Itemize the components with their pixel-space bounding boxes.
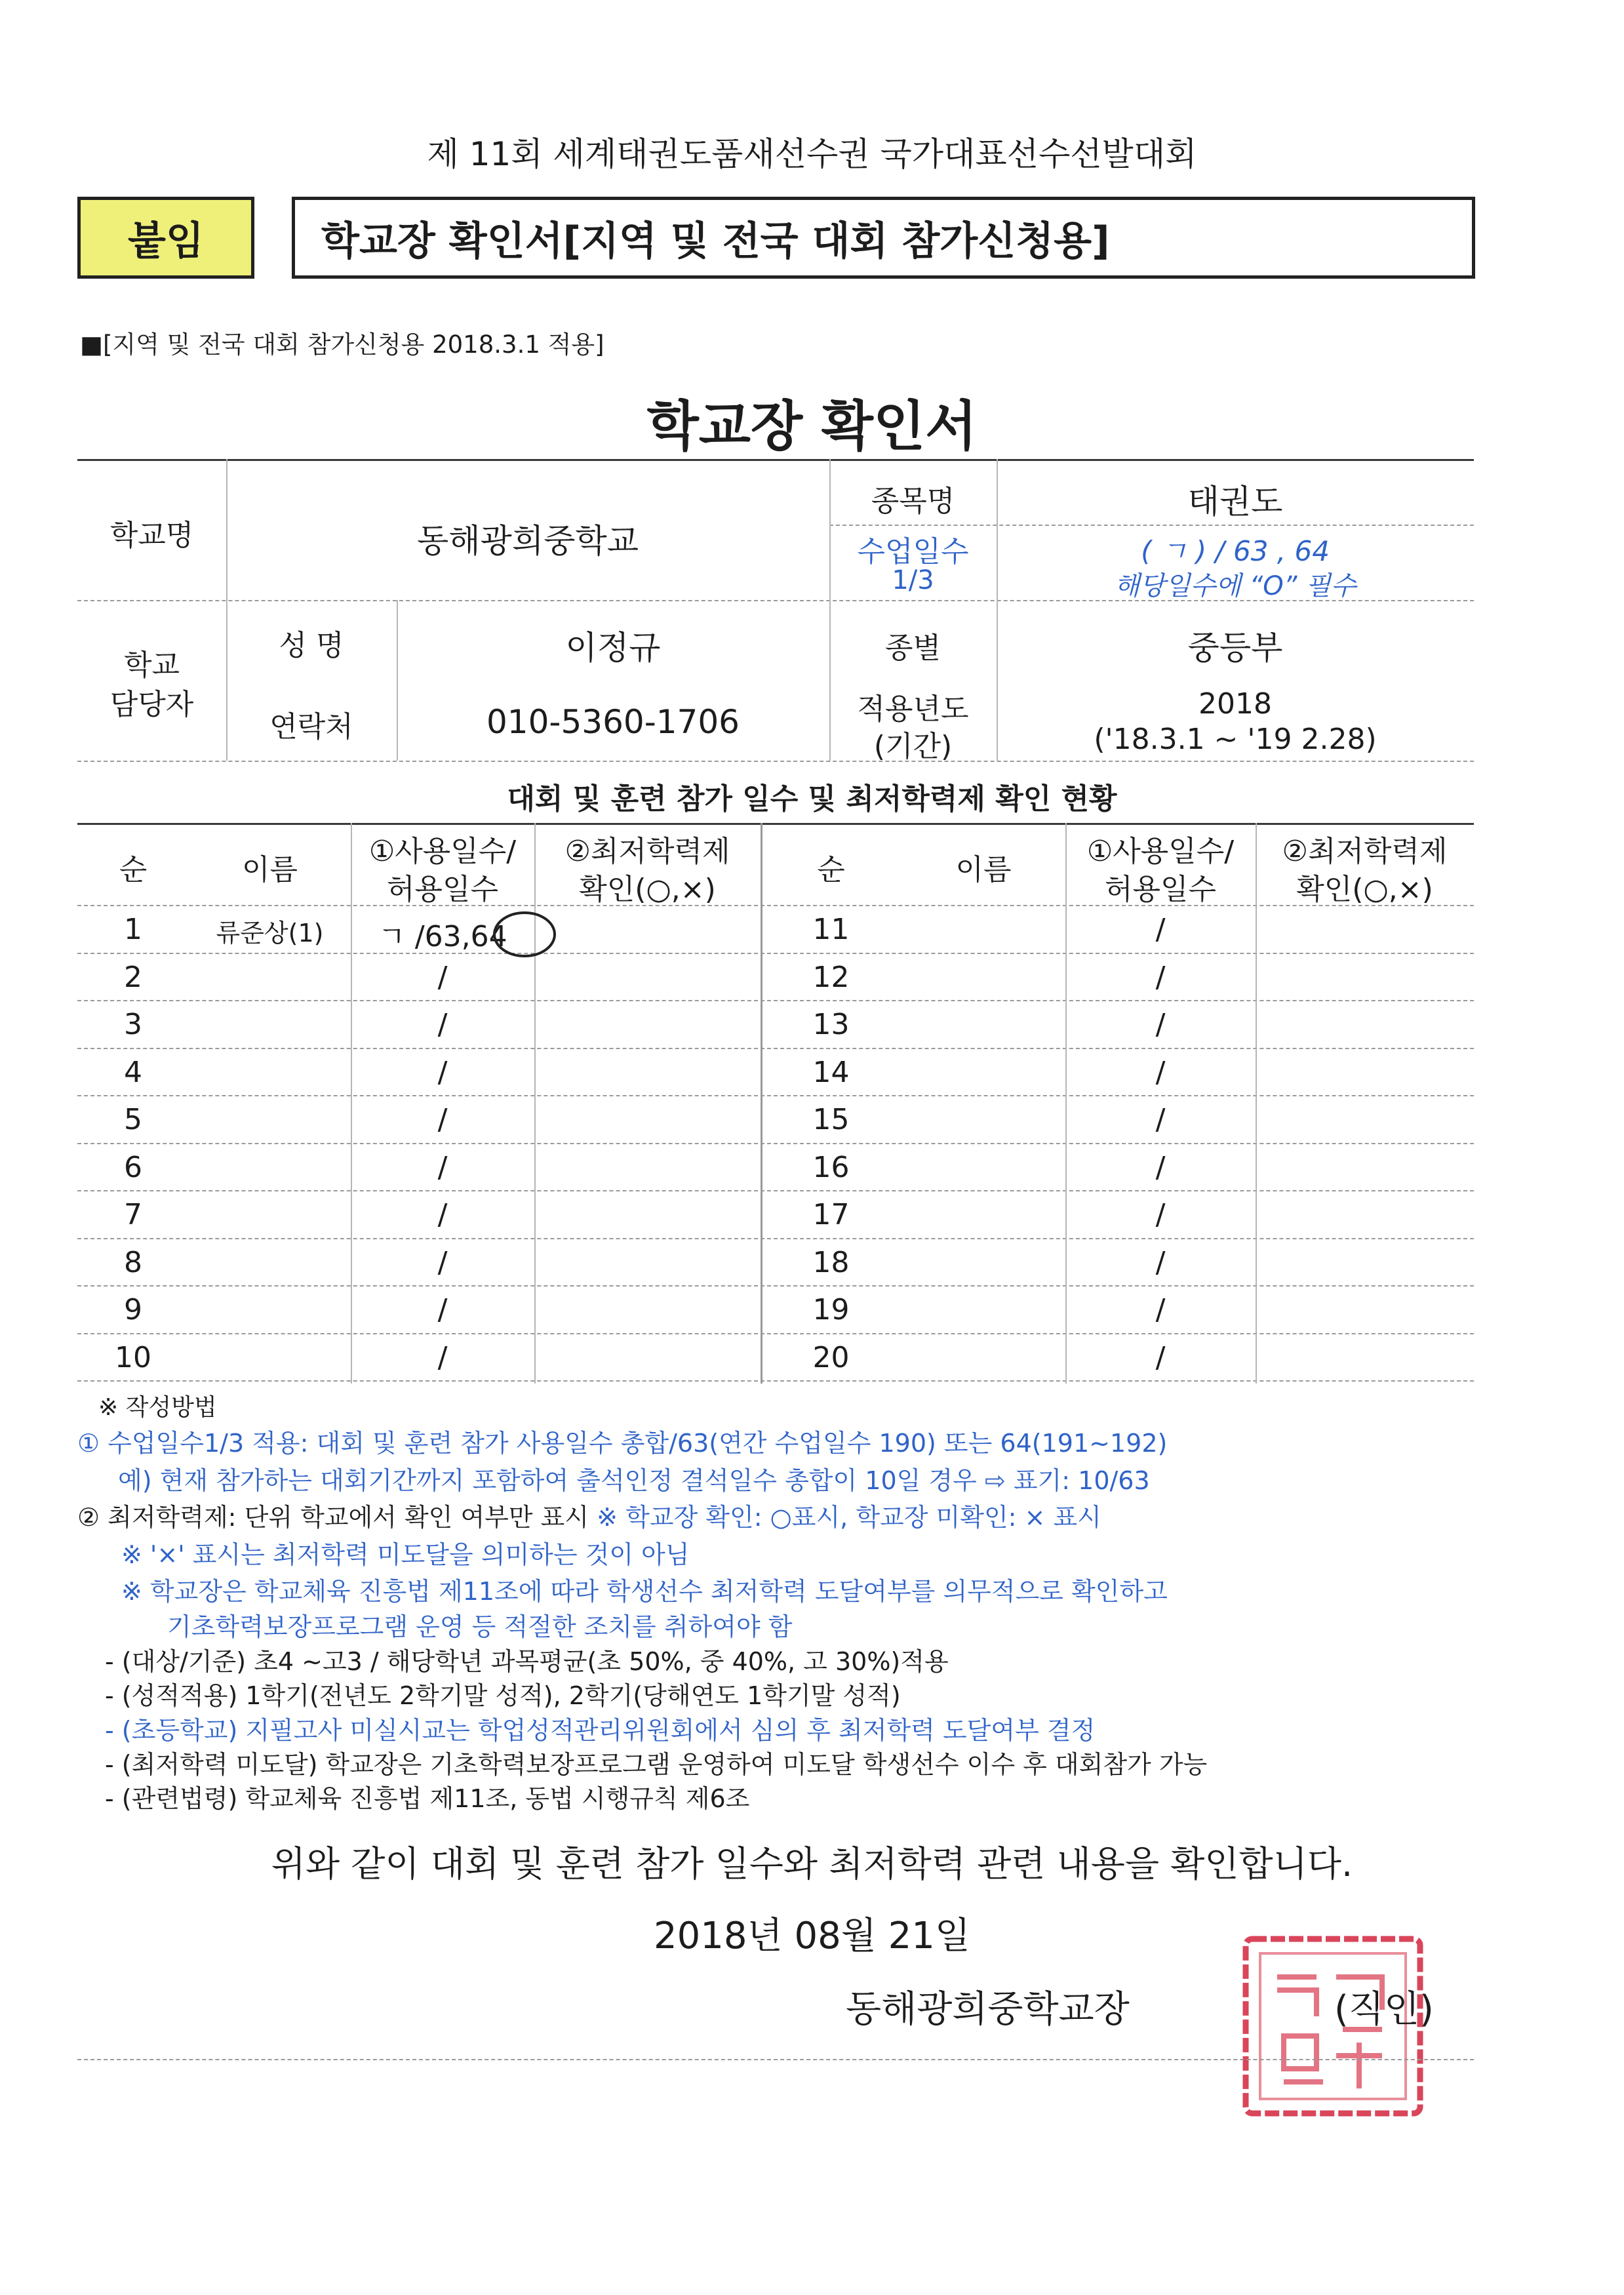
table-cell-no: 15 xyxy=(812,1103,850,1136)
instruction-note-1: ※ '×' 표시는 최저학력 미도달을 의미하는 것이 아님 xyxy=(121,1540,690,1569)
seal-label: (직인) xyxy=(1334,1988,1434,2031)
year-label: 적용년도 xyxy=(857,692,969,726)
instructions-title: ※ 작성방법 xyxy=(98,1394,217,1421)
table-row-divider xyxy=(77,1380,1474,1382)
instruction-bullet-3: - (초등학교) 지필고사 미실시교는 학업성적관리위원회에서 심의 후 최저학력 도달여부 결정 xyxy=(105,1716,1096,1745)
event-label: 종목명 xyxy=(871,485,955,518)
col-header-check: ②최저학력제 xyxy=(564,835,730,868)
table-cell-no: 11 xyxy=(812,913,850,946)
table-row-divider xyxy=(77,1190,1474,1191)
col-header-days-2: 허용일수 xyxy=(1104,873,1216,906)
bottom-rule xyxy=(77,2059,1474,2060)
table-row-divider xyxy=(77,1095,1474,1096)
contact-label: 연락처 xyxy=(269,710,353,744)
year-value: 2018 xyxy=(1198,687,1272,721)
division-label: 종별 xyxy=(884,631,941,665)
staff-name-value: 이정규 xyxy=(565,629,661,667)
table-cell-days: / xyxy=(1155,1340,1166,1374)
class-days-note: 해당일수에 “O” 필수 xyxy=(1114,571,1357,601)
school-name-label: 학교명 xyxy=(109,519,194,552)
info-divider xyxy=(77,761,1474,762)
table-cell-no: 8 xyxy=(124,1245,142,1279)
table-cell-days: / xyxy=(437,1008,448,1041)
class-days-value: ( ㄱ ) / 63 , 64 xyxy=(1141,535,1330,567)
table-cell-no: 3 xyxy=(124,1008,142,1041)
confirm-statement: 위와 같이 대회 및 훈련 참가 일수와 최저학력 관련 내용을 확인합니다. xyxy=(271,1843,1353,1885)
table-cell-days: / xyxy=(437,1340,448,1374)
table-row-divider xyxy=(77,1285,1474,1287)
table-cell-no: 17 xyxy=(812,1198,850,1231)
table-row-divider xyxy=(77,1000,1474,1001)
table-cell-days: / xyxy=(437,1293,448,1327)
instruction-bullet-4: - (최저학력 미도달) 학교장은 기초학력보장프로그램 운영하여 미도달 학생선수 이수 후 대회참가 가능 xyxy=(105,1750,1208,1779)
table-cell-no: 2 xyxy=(124,960,142,994)
contact-value: 010-5360-1706 xyxy=(486,703,740,741)
table-section-title: 대회 및 훈련 참가 일수 및 최저학력제 확인 현황 xyxy=(507,782,1117,816)
table-row-divider xyxy=(77,1048,1474,1049)
table-cell-no: 16 xyxy=(812,1150,850,1184)
table-cell-days: / xyxy=(1155,1245,1166,1279)
table-cell-no: 18 xyxy=(812,1245,850,1279)
document-title: 학교장 확인서 xyxy=(646,395,978,458)
table-cell-days: / xyxy=(1155,1150,1166,1184)
instruction-2 xyxy=(77,1497,1101,1533)
col-header-name: 이름 xyxy=(241,853,298,887)
table-cell-no: 14 xyxy=(812,1055,850,1089)
instruction-1-example: 예) 현재 참가하는 대회기간까지 포함하여 출석인정 결석일수 총합이 10일 경우 ⇨ 표기: 10/63 xyxy=(118,1466,1150,1495)
instruction-2-text: ② 최저학력제: 단위 학교에서 확인 여부만 표시 xyxy=(77,1503,597,1532)
table-cell-no: 19 xyxy=(812,1293,850,1327)
col-header-days: ①사용일수/ xyxy=(368,835,517,868)
table-cell-days: / xyxy=(1155,1103,1166,1136)
instruction-note-2b: 기초학력보장프로그램 운영 등 적절한 조치를 취하여야 함 xyxy=(167,1612,793,1641)
info-divider xyxy=(829,525,1474,526)
col-header-days: ①사용일수/ xyxy=(1086,835,1235,868)
table-cell-name: 류준상(1) xyxy=(216,919,324,948)
staff-name-label: 성 명 xyxy=(279,629,344,662)
table-cell-no: 4 xyxy=(124,1055,142,1089)
signer-name: 동해광희중학교장 xyxy=(846,1988,1130,2031)
division-value: 중등부 xyxy=(1187,629,1283,667)
instruction-2-note: ※ 학교장 확인: ○표시, 학교장 미확인: × 표시 xyxy=(597,1503,1101,1532)
col-header-name: 이름 xyxy=(955,853,1012,887)
table-cell-no: 9 xyxy=(124,1293,142,1327)
instruction-1: ① 수업일수1/3 적용: 대회 및 훈련 참가 사용일수 총합/63(연간 수업일수 190) 또는 64(191~192) xyxy=(77,1429,1168,1458)
staff-label-2: 담당자 xyxy=(109,688,194,721)
table-cell-days: / xyxy=(437,960,448,994)
competition-title: 제 11회 세계태권도품새선수권 국가대표선수선발대회 xyxy=(427,135,1197,173)
table-cell-no: 12 xyxy=(812,960,850,994)
table-cell-no: 20 xyxy=(812,1340,850,1374)
col-header-check: ②최저학력제 xyxy=(1282,835,1448,868)
col-header-no: 순 xyxy=(119,853,148,887)
table-cell-days: / xyxy=(437,1055,448,1089)
year-period: ('18.3.1 ~ '19 2.28) xyxy=(1094,723,1377,756)
issue-date: 2018년 08월 21일 xyxy=(654,1915,970,1957)
table-cell-days: ㄱ /63,64 xyxy=(378,920,507,953)
attachment-tag: 붙임 xyxy=(77,197,254,279)
info-top-rule xyxy=(77,459,1474,461)
col-header-days-2: 허용일수 xyxy=(386,873,498,906)
table-cell-days: / xyxy=(1155,960,1166,994)
table-cell-no: 1 xyxy=(124,913,142,946)
instruction-note-2: ※ 학교장은 학교체육 진흥법 제11조에 따라 학생선수 최저학력 도달여부를 의무적으로 확인하고 xyxy=(121,1577,1168,1606)
table-cell-days: / xyxy=(437,1103,448,1136)
class-days-ratio: 1/3 xyxy=(892,565,934,595)
table-row-divider xyxy=(77,1333,1474,1334)
document-heading: 학교장 확인서[지역 및 전국 대회 참가신청용] xyxy=(292,197,1475,279)
table-row-divider xyxy=(77,1143,1474,1144)
table-cell-no: 6 xyxy=(124,1150,142,1184)
table-cell-days: / xyxy=(437,1150,448,1184)
table-cell-days: / xyxy=(1155,1055,1166,1089)
col-header-check-2: 확인(○,×) xyxy=(1296,873,1433,906)
circle-mark-icon xyxy=(488,908,561,961)
table-cell-days: / xyxy=(1155,1008,1166,1041)
staff-label: 학교 xyxy=(123,649,180,682)
col-header-no: 순 xyxy=(817,853,845,887)
instruction-bullet-1: - (대상/기준) 초4 ~고3 / 해당학년 과목평균(초 50%, 중 40%, 고 30%)적용 xyxy=(105,1647,949,1676)
instruction-bullet-5: - (관련법령) 학교체육 진흥법 제11조, 동법 시행규칙 제6조 xyxy=(105,1784,750,1813)
table-cell-days: / xyxy=(1155,1293,1166,1327)
event-value: 태권도 xyxy=(1187,483,1283,521)
table-cell-days: / xyxy=(437,1245,448,1279)
school-name-value: 동해광희중학교 xyxy=(416,522,639,560)
table-row-divider xyxy=(77,953,1474,954)
year-label-2: (기간) xyxy=(873,730,953,763)
table-cell-no: 10 xyxy=(115,1340,151,1374)
class-days-label: 수업일수 xyxy=(857,535,969,569)
table-top-rule xyxy=(77,823,1474,825)
instruction-bullet-2: - (성적적용) 1학기(전년도 2학기말 성적), 2학기(당해연도 1학기말 성적) xyxy=(105,1681,901,1710)
apply-note: ■[지역 및 전국 대회 참가신청용 2018.3.1 적용] xyxy=(80,330,604,359)
table-cell-days: / xyxy=(1155,913,1166,946)
table-cell-days: / xyxy=(1155,1198,1166,1231)
table-cell-no: 7 xyxy=(124,1198,142,1231)
table-row-divider xyxy=(77,1238,1474,1239)
col-header-check-2: 확인(○,×) xyxy=(579,873,716,906)
table-cell-days: / xyxy=(437,1198,448,1231)
table-cell-no: 13 xyxy=(812,1008,850,1041)
table-cell-no: 5 xyxy=(124,1103,142,1136)
